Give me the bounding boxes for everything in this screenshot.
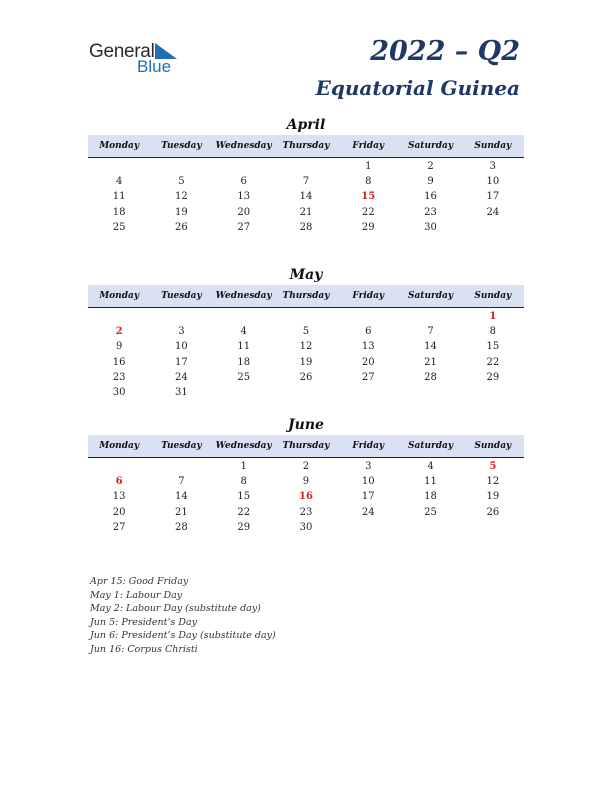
weekday-label: Sunday: [474, 441, 512, 451]
day-cell: 29: [361, 221, 375, 233]
day-cell: 28: [299, 221, 313, 233]
weekday-label: Saturday: [407, 291, 454, 301]
day-cell: 20: [361, 356, 375, 368]
day-cell: [337, 385, 399, 400]
logo-text-blue: Blue: [137, 57, 172, 76]
week-row: [88, 324, 524, 339]
day-cell: 22: [486, 356, 500, 368]
day-cell: 8: [489, 326, 497, 338]
day-cell: 24: [175, 371, 188, 383]
day-cell: 5: [178, 176, 185, 188]
holiday-note: Jun 5: President’s Day: [90, 616, 198, 628]
day-cell: 21: [424, 356, 437, 368]
weekday-label: Monday: [99, 291, 140, 301]
day-cell: [275, 309, 337, 324]
day-cell: 14: [424, 341, 437, 353]
holiday-day-cell: 15: [361, 191, 376, 203]
weekday-label: Thursday: [282, 291, 330, 301]
day-cell: [275, 385, 337, 400]
week-row: [88, 355, 524, 370]
weekday-label: Monday: [99, 441, 140, 451]
holiday-note: Jun 16: Corpus Christi: [90, 643, 198, 655]
day-cell: 29: [237, 521, 251, 533]
week-row: [88, 159, 524, 174]
holiday-day-cell: 1: [489, 311, 497, 322]
day-cell: [399, 385, 461, 400]
day-cell: 26: [175, 221, 188, 233]
day-cell: 31: [175, 386, 188, 398]
day-cell: 25: [237, 371, 251, 383]
day-cell: 7: [427, 326, 434, 338]
day-cell: 23: [424, 206, 437, 218]
day-cell: [150, 309, 212, 324]
weekday-label: Wednesday: [215, 441, 272, 451]
day-cell: 21: [175, 506, 188, 518]
holiday-notes: [90, 575, 276, 657]
day-cell: 21: [299, 206, 313, 218]
weekday-label: Wednesday: [215, 291, 272, 301]
day-cell: 18: [424, 491, 437, 503]
day-cell: [88, 309, 150, 324]
week-row: [88, 505, 524, 520]
day-cell: [213, 159, 275, 174]
day-cell: 16: [424, 191, 437, 203]
day-cell: 30: [424, 221, 437, 233]
weekday-label: Tuesday: [161, 141, 202, 151]
day-cell: 9: [115, 341, 123, 353]
day-cell: 13: [361, 341, 375, 353]
week-row: [88, 520, 524, 535]
logo-text-general: General: [89, 41, 155, 62]
day-cell: 12: [486, 476, 500, 488]
day-cell: [88, 459, 150, 474]
day-cell: [150, 159, 212, 174]
holiday-day-cell: 5: [489, 461, 497, 472]
weekday-label: Thursday: [282, 441, 330, 451]
weekday-label: Tuesday: [161, 291, 202, 301]
day-cell: 22: [361, 206, 375, 218]
day-cell: 29: [486, 371, 500, 383]
day-cell: 6: [365, 326, 372, 338]
weekday-label: Monday: [99, 141, 140, 151]
day-cell: 7: [302, 176, 310, 188]
country-subtitle: Equatorial Guinea: [315, 76, 520, 100]
weekday-label: Friday: [352, 291, 385, 301]
day-cell: 8: [240, 476, 247, 488]
day-cell: 10: [175, 341, 188, 353]
day-cell: 3: [178, 326, 185, 338]
day-cell: 25: [112, 221, 126, 233]
week-row: [88, 474, 524, 489]
day-cell: [337, 520, 399, 535]
day-cell: 30: [299, 521, 313, 533]
day-cell: 1: [365, 161, 372, 172]
weekday-label: Friday: [352, 441, 385, 451]
day-cell: 23: [112, 371, 126, 383]
holiday-day-cell: 2: [115, 326, 123, 338]
day-cell: [337, 309, 399, 324]
day-cell: 17: [486, 191, 500, 203]
weekday-header: [88, 285, 524, 308]
day-cell: 17: [361, 491, 375, 503]
day-cell: 20: [237, 206, 251, 218]
day-cell: [213, 385, 275, 400]
day-cell: 3: [489, 161, 497, 172]
day-cell: 24: [361, 506, 375, 518]
weekday-header: [88, 135, 524, 158]
day-cell: [88, 159, 150, 174]
day-cell: 2: [427, 161, 434, 172]
week-row: [88, 220, 524, 235]
day-cell: 16: [112, 356, 126, 368]
day-cell: 28: [424, 371, 437, 383]
day-cell: [462, 385, 524, 400]
day-cell: [275, 159, 337, 174]
day-cell: 11: [237, 341, 251, 353]
day-cell: 24: [486, 206, 500, 218]
day-cell: 4: [115, 176, 123, 188]
page-title: 2022 – Q2: [370, 36, 520, 67]
day-cell: 12: [175, 191, 188, 203]
weekday-label: Sunday: [474, 141, 512, 151]
holiday-day-cell: 6: [115, 476, 123, 488]
day-cell: 4: [240, 326, 247, 338]
day-cell: 9: [302, 476, 310, 488]
day-cell: 11: [424, 476, 437, 488]
day-cell: 10: [361, 476, 375, 488]
week-row: [88, 385, 524, 400]
day-cell: [150, 459, 212, 474]
day-cell: 2: [302, 461, 310, 472]
day-cell: 26: [299, 371, 313, 383]
day-cell: 23: [299, 506, 313, 518]
day-cell: 1: [240, 461, 247, 472]
month-may: [88, 265, 524, 400]
day-cell: 13: [112, 491, 126, 503]
day-cell: 19: [486, 491, 500, 503]
weekday-label: Saturday: [407, 141, 454, 151]
day-cell: [462, 220, 524, 235]
day-cell: 8: [365, 176, 372, 188]
day-cell: 18: [112, 206, 126, 218]
month-title: May: [289, 267, 323, 283]
day-cell: 17: [175, 356, 188, 368]
day-cell: [399, 520, 461, 535]
month-title: April: [286, 117, 326, 133]
week-row: [88, 489, 524, 504]
day-cell: 9: [427, 176, 434, 188]
day-cell: 5: [302, 326, 310, 338]
day-cell: 18: [237, 356, 251, 368]
day-cell: 22: [237, 506, 251, 518]
day-cell: 4: [427, 461, 434, 472]
day-cell: [462, 520, 524, 535]
day-cell: 20: [112, 506, 126, 518]
week-row: [88, 459, 524, 474]
holiday-day-cell: 16: [299, 491, 313, 503]
week-row: [88, 189, 524, 204]
month-june: [88, 415, 524, 535]
day-cell: 7: [178, 476, 185, 488]
day-cell: 25: [424, 506, 437, 518]
day-cell: [213, 309, 275, 324]
month-title: June: [288, 417, 324, 433]
week-row: [88, 309, 524, 324]
weekday-label: Tuesday: [161, 441, 202, 451]
day-cell: 19: [299, 356, 313, 368]
month-april: [88, 115, 524, 235]
weekday-header: [88, 435, 524, 458]
day-cell: 6: [240, 176, 247, 188]
weekday-label: Saturday: [407, 441, 454, 451]
week-row: [88, 370, 524, 385]
weekday-label: Sunday: [474, 291, 512, 301]
day-cell: 11: [112, 191, 126, 203]
day-cell: 27: [237, 221, 251, 233]
week-row: [88, 205, 524, 220]
day-cell: 15: [486, 341, 500, 353]
weekday-label: Friday: [352, 141, 385, 151]
day-cell: 12: [299, 341, 313, 353]
day-cell: 14: [175, 491, 188, 503]
day-cell: 19: [175, 206, 188, 218]
weekday-label: Thursday: [282, 141, 330, 151]
day-cell: 27: [112, 521, 126, 533]
day-cell: 15: [237, 491, 251, 503]
holiday-note: Apr 15: Good Friday: [90, 576, 189, 587]
day-cell: 26: [486, 506, 500, 518]
brand-logo: [89, 40, 189, 76]
day-cell: 13: [237, 191, 251, 203]
week-row: [88, 339, 524, 354]
day-cell: 27: [361, 371, 375, 383]
day-cell: 10: [486, 176, 500, 188]
day-cell: 3: [365, 461, 372, 472]
holiday-note: May 1: Labour Day: [90, 589, 183, 601]
day-cell: 28: [175, 521, 188, 533]
week-row: [88, 174, 524, 189]
weekday-label: Wednesday: [215, 141, 272, 151]
holiday-note: Jun 6: President’s Day (substitute day): [90, 630, 276, 642]
day-cell: 14: [299, 191, 313, 203]
day-cell: [399, 309, 461, 324]
holiday-note: May 2: Labour Day (substitute day): [90, 603, 261, 615]
day-cell: 30: [112, 386, 126, 398]
